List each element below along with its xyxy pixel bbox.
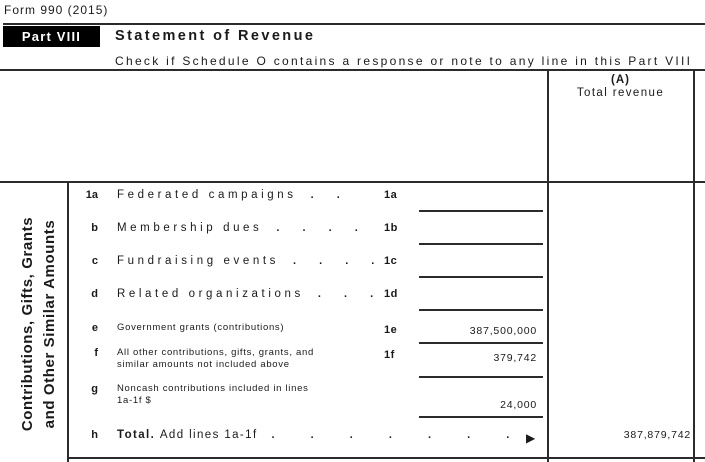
amount-line-1b (419, 243, 543, 245)
line-ref-1e: 1e (384, 324, 398, 336)
amount-line-1a (419, 210, 543, 212)
row-letter-1e: e (91, 322, 98, 334)
row-description-1d: Related organizations . . . (117, 288, 374, 300)
row-letter-1a: 1a (85, 189, 98, 201)
row-description-1a: Federated campaigns . . (117, 189, 340, 201)
total-revenue-value: 387,879,742 (623, 429, 691, 441)
row-letter-1d: d (91, 288, 98, 300)
row-letter-1g: g (91, 383, 98, 395)
sidebar-group-label-line1: Contributions, Gifts, Grants (19, 216, 36, 432)
part-title: Statement of Revenue (115, 28, 316, 44)
row-description-1c: Fundraising events . . . . (117, 255, 375, 267)
col-a-label: Total revenue (576, 87, 665, 99)
row-description-1b: Membership dues . . . . (117, 222, 358, 234)
col-a-letter: (A) (611, 74, 630, 86)
rule-body-top (0, 181, 705, 183)
total-arrow-icon: ▶ (526, 431, 536, 445)
dot-leader: . . . (317, 288, 374, 300)
line-ref-1d: 1d (384, 288, 398, 300)
amount-line-1g (419, 416, 543, 418)
row-letter-1f: f (94, 347, 98, 359)
rule-row-h-bottom (68, 457, 705, 459)
line-ref-1a: 1a (384, 189, 398, 201)
dot-leader: . . (310, 189, 340, 201)
row-letter-1h: h (91, 429, 98, 441)
amount-line-1e (419, 342, 543, 344)
form-title: Form 990 (2015) (4, 3, 109, 17)
amount-value-1f: 379,742 (493, 352, 537, 364)
line-ref-1c: 1c (384, 255, 398, 267)
amount-line-1d (419, 309, 543, 311)
line-ref-1b: 1b (384, 222, 398, 234)
rule-top (3, 23, 705, 25)
row-letter-1c: c (91, 255, 98, 267)
amount-value-1g: 24,000 (500, 399, 537, 411)
line-ref-1f: 1f (384, 349, 395, 361)
row-description-1f: All other contributions, gifts, grants, and similar amounts not included above (117, 347, 314, 370)
sidebar-group-label-line2: and Other Similar Amounts (41, 219, 58, 429)
dot-leader: . . . . (292, 255, 375, 267)
col-a-right-border (693, 70, 695, 462)
row-letter-1b: b (91, 222, 98, 234)
amount-line-1f (419, 376, 543, 378)
col-a-header (547, 74, 694, 99)
amount-line-1c (419, 276, 543, 278)
rule-header (0, 69, 705, 71)
schedule-o-check-text: Check if Schedule O contains a response or note to any line in this Part VIII (115, 54, 693, 68)
row-description-1e: Government grants (contributions) (117, 322, 285, 333)
row-description-1g: Noncash contributions included in lines 1a-1f $ (117, 383, 309, 406)
sidebar-group-label (17, 178, 61, 462)
row-description-1h: Total. Add lines 1a-1f . . . . . . . (117, 429, 510, 441)
col-a-left-border (547, 70, 549, 462)
dot-leader: . . . . . . . (271, 429, 510, 441)
amount-value-1e: 387,500,000 (469, 325, 537, 337)
dot-leader: . . . . (276, 222, 358, 234)
part-viii-badge: Part VIII (3, 26, 100, 47)
sidebar-border (67, 181, 69, 462)
